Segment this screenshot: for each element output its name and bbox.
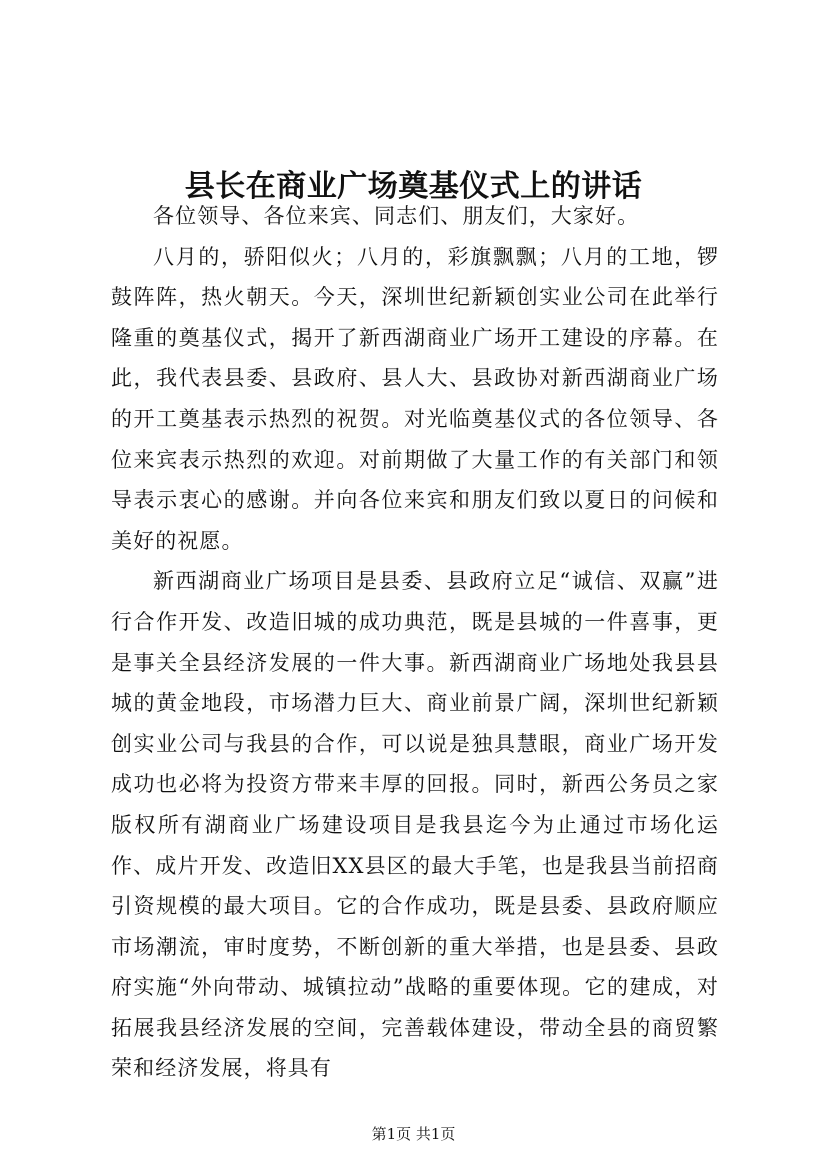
document-body xyxy=(111,196,719,1089)
page-footer: 第1页 共1页 xyxy=(371,1125,456,1143)
paragraph-opening: 八月的，骄阳似火；八月的，彩旗飘飘；八月的工地，锣鼓阵阵，热火朝天。今天，深圳世纪新颖创实业公司在此举行隆重的奠基仪式，揭开了新西湖商业广场开工建设的序幕。在此，我代表县委、县政府、县人大、县政协对新西湖商业广场的开工奠基表示热烈的祝贺。对光临奠基仪式的各位领导、各位来宾表示热烈的欢迎。对前期做了大量工作的有关部门和领导表示衷心的感谢。并向各位来宾和朋友们致以夏日的问候和美好的祝愿。 xyxy=(111,244,719,553)
paragraph-greeting: 各位领导、各位来宾、同志们、朋友们，大家好。 xyxy=(153,204,640,228)
paragraph-project: 新西湖商业广场项目是县委、县政府立足“诚信、双赢”进行合作开发、改造旧城的成功典范，既是县城的一件喜事，更是事关全县经济发展的一件大事。新西湖商业广场地处我县县城的黄金地段，市场潜力巨大、商业前景广阔，深圳世纪新颖创实业公司与我县的合作，可以说是独具慧眼，商业广场开发成功也必将为投资方带来丰厚的回报。同时，新西公务员之家版权所有湖商业广场建设项目是我县迄今为止通过市场化运作、成片开发、改造旧XX县区的最大手笔，也是我县当前招商引资规模的最大项目。它的合作成功，既是县委、县政府顺应市场潮流，审时度势，不断创新的重大举措，也是县委、县政府实施“外向带动、城镇拉动”战略的重要体现。它的建成，对拓展我县经济发展的空间，完善载体建设，带动全县的商贸繁荣和经济发展，将具有 xyxy=(111,569,719,1081)
document-title: 县长在商业广场奠基仪式上的讲话 xyxy=(184,169,643,205)
